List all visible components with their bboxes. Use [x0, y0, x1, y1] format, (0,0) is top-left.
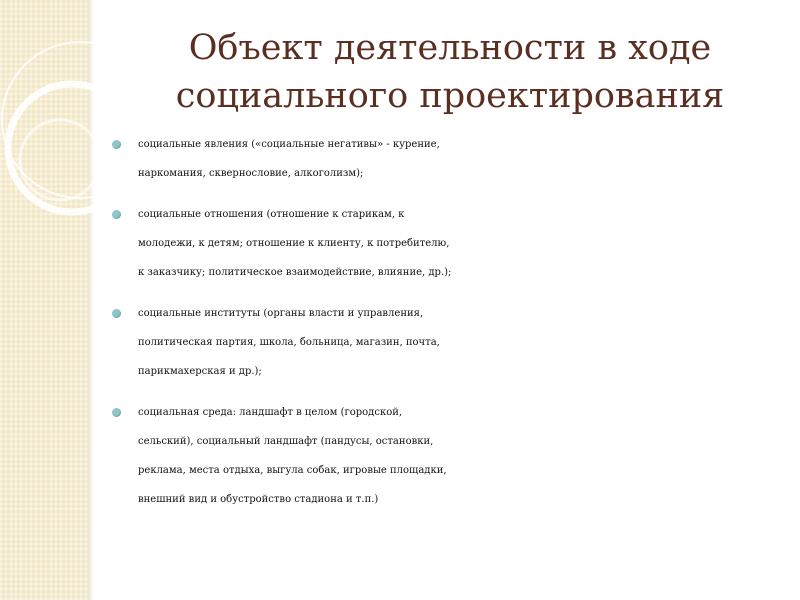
bullet-line: внешний вид и обустройство стадиона и т.п.) — [138, 494, 379, 505]
bullet-line: социальная среда: ландшафт в целом (городской, — [138, 407, 403, 418]
title-line-2: социального проектирования — [175, 76, 725, 116]
bullet-line: социальные отношения (отношение к старикам, к — [138, 209, 405, 220]
bullet-text — [138, 299, 792, 386]
bullet-line: социальные институты (органы власти и управления, — [138, 308, 424, 319]
page-title — [150, 24, 750, 120]
title-line-1: Объект деятельности в ходе — [188, 28, 712, 68]
bullet-line: молодежи, к детям; отношение к клиенту, к потребителю, — [138, 238, 450, 249]
bullet-dot-icon — [112, 210, 121, 219]
bullet-text — [138, 130, 792, 188]
bullet-line: политическая партия, школа, больница, магазин, почта, — [138, 337, 440, 348]
bullet-text — [138, 200, 792, 287]
bullet-line: социальные явления («социальные негативы» - курение, — [138, 139, 440, 150]
bullet-dot-icon — [112, 408, 121, 417]
bullet-line: наркомания, сквернословие, алкоголизм); — [138, 168, 364, 179]
bullet-text — [138, 398, 792, 514]
bullet-list — [112, 130, 792, 526]
bullet-line: к заказчику; политическое взаимодействие, влияние, др.); — [138, 267, 452, 278]
bullet-line: сельский), социальный ландшафт (пандусы, остановки, — [138, 436, 434, 447]
bullet-line: реклама, места отдыха, выгула собак, игровые площадки, — [138, 465, 447, 476]
bullet-item-social-phenomena — [112, 130, 792, 188]
bullet-item-social-environment — [112, 398, 792, 514]
bullet-item-social-institutions — [112, 299, 792, 386]
bullet-line: парикмахерская и др.); — [138, 366, 262, 377]
bullet-dot-icon — [112, 140, 121, 149]
bullet-item-social-relations — [112, 200, 792, 287]
bullet-dot-icon — [112, 309, 121, 318]
